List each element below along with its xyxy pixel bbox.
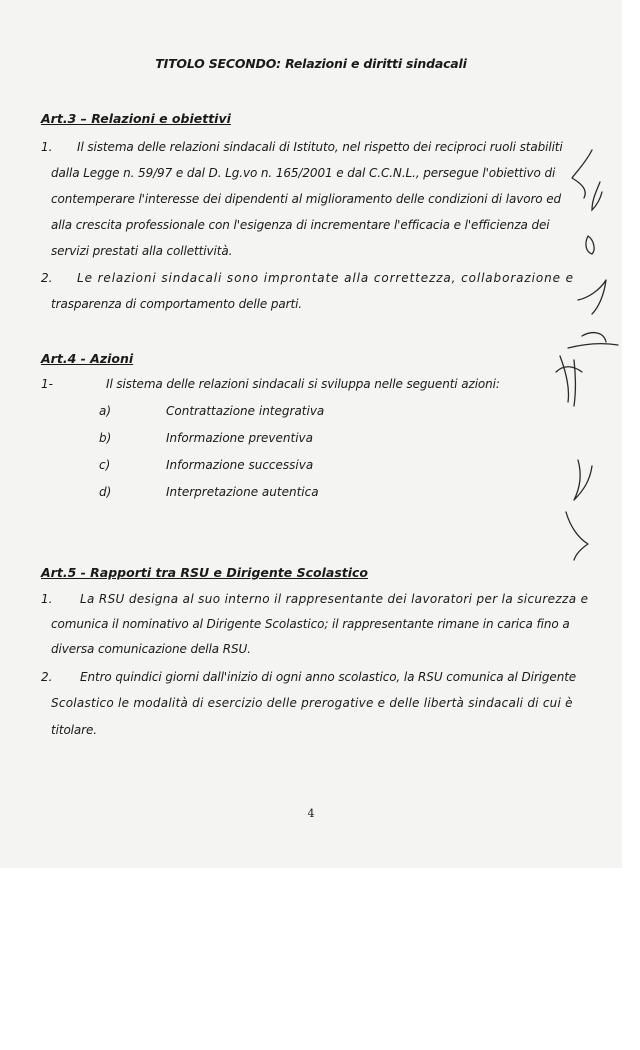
art5-p2-line: Entro quindici giorni dall'inizio di ogni anno scolastico, la RSU comunica al Dirigente [80,670,577,684]
art4-item-text: Informazione successiva [166,458,314,472]
art3-p1-line: Il sistema delle relazioni sindacali di Istituto, nel rispetto dei reciproci ruoli stabiliti [77,140,563,154]
art5-p2-line: titolare. [51,723,98,737]
art4-item-text: Interpretazione autentica [166,485,319,499]
handwritten-signatures [548,140,622,580]
art5-p2-number: 2. [41,670,53,684]
art5-p1-line: diversa comunicazione della RSU. [51,642,251,656]
art3-p2-number: 2. [41,271,53,285]
art4-item-text: Contrattazione integrativa [166,404,325,418]
art3-p1-line: dalla Legge n. 59/97 e dal D. Lg.vo n. 165/2001 e dal C.C.N.L., persegue l'obiettivo di [51,166,556,180]
art3-p1-line: contemperare l'interesse dei dipendenti al miglioramento delle condizioni di lavoro ed [51,192,562,206]
art4-item-letter: b) [99,431,112,445]
art4-item-letter: c) [99,458,111,472]
art5-p1-number: 1. [41,592,53,606]
art4-heading: Art.4 - Azioni [41,351,134,366]
art4-p1-number: 1- [41,377,53,391]
art4-item-text: Informazione preventiva [166,431,313,445]
page-number: 4 [307,807,315,820]
art3-p2-line: trasparenza di comportamento delle parti. [51,297,303,311]
art5-p1-line: La RSU designa al suo interno il rappresentante dei lavoratori per la sicurezza e [80,592,589,606]
art3-p2-line: Le relazioni sindacali sono improntate alla correttezza, collaborazione e [77,271,574,285]
art4-p1-text: Il sistema delle relazioni sindacali si sviluppa nelle seguenti azioni: [106,377,500,391]
art5-p2-line: Scolastico le modalità di esercizio delle prerogative e delle libertà sindacali di cui è [51,696,573,710]
art5-p1-line: comunica il nominativo al Dirigente Scolastico; il rappresentante rimane in carica fino a [51,617,570,631]
art3-p1-number: 1. [41,140,53,154]
page-title: TITOLO SECONDO: Relazioni e diritti sindacali [155,56,467,71]
art5-heading: Art.5 - Rapporti tra RSU e Dirigente Scolastico [41,565,369,580]
art4-item-letter: a) [99,404,112,418]
art3-p1-line: alla crescita professionale con l'esigenza di incrementare l'efficacia e l'efficienza dei [51,218,550,232]
art3-heading: Art.3 – Relazioni e obiettivi [41,111,231,126]
art3-p1-line: servizi prestati alla collettività. [51,244,233,258]
art4-item-letter: d) [99,485,112,499]
